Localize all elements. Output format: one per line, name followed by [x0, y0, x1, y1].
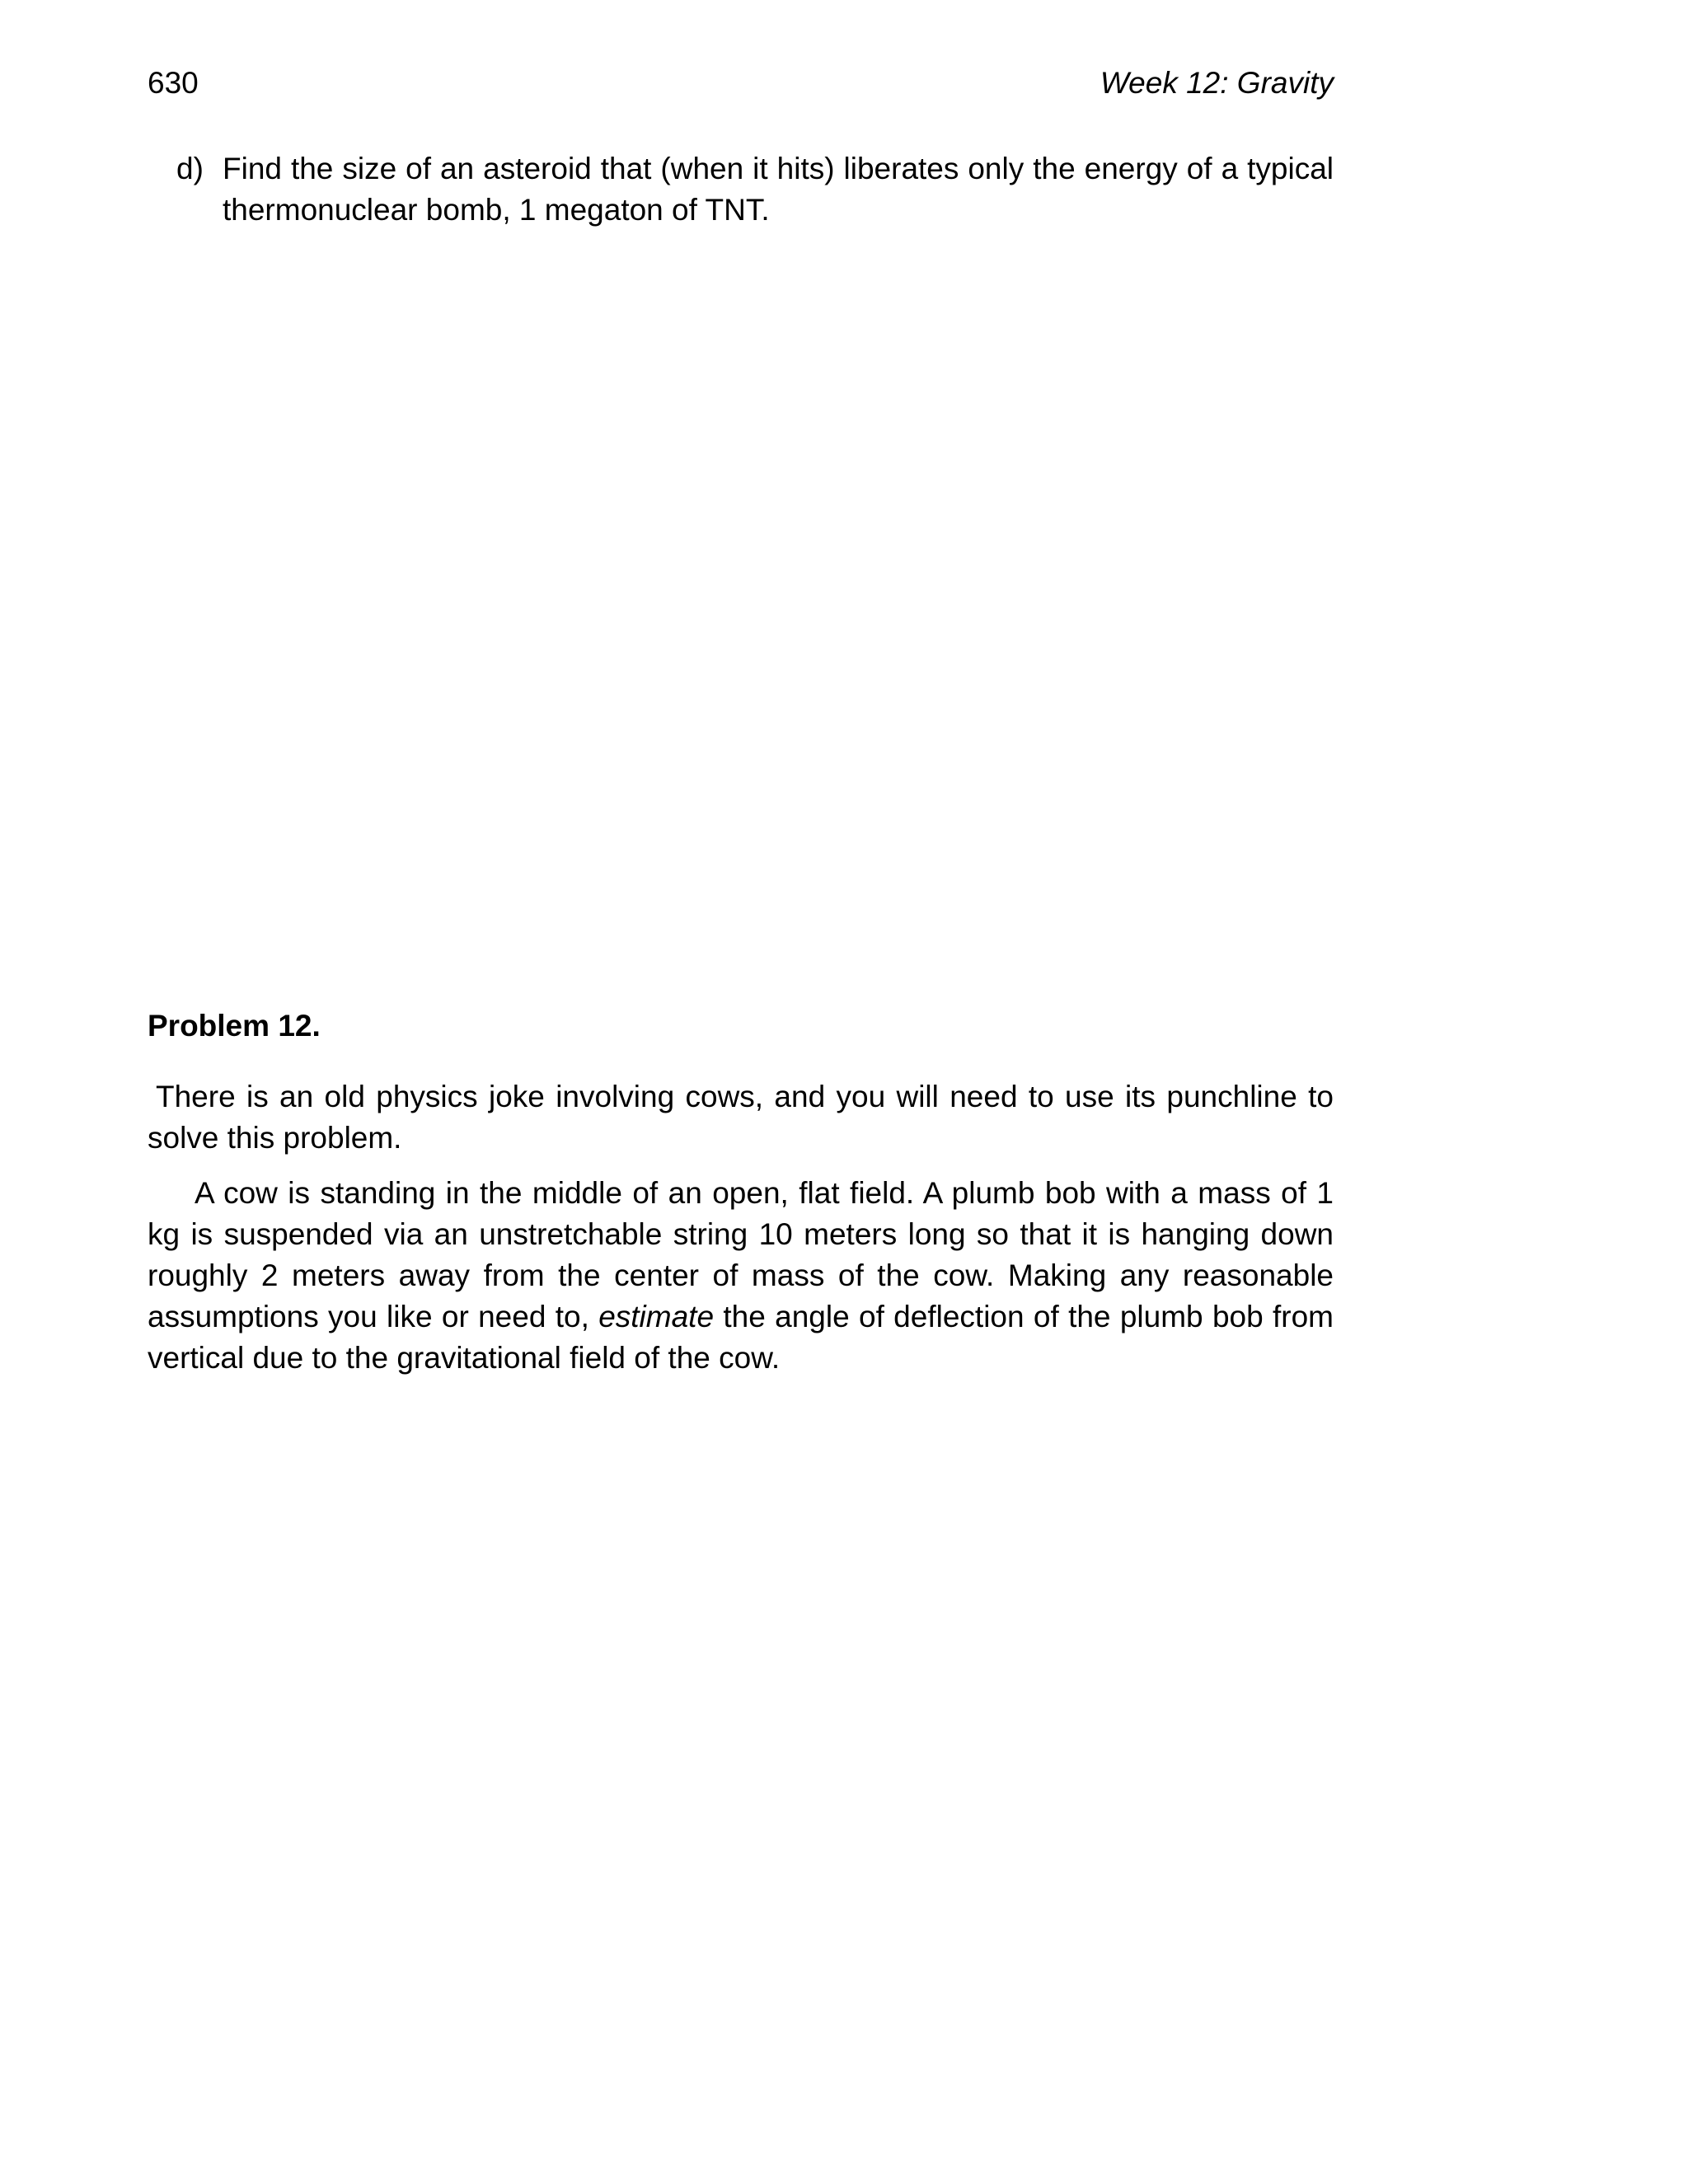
subpart-label: d): [176, 152, 204, 185]
paragraph-2-emphasis: estimate: [598, 1300, 715, 1333]
running-title: Week 12: Gravity: [1100, 66, 1334, 100]
paragraph-2-text-before: A cow is standing in the middle of an open, flat field. A plumb bob with a mass of 1 kg is suspended via an unstretchable string 10 meters long so that it is hanging down roughly 2 meters away from the center of mass of the cow. Making any reasonable assumptions you like or need to,: [148, 1176, 1334, 1333]
problem-paragraph-2: [148, 1173, 1334, 1379]
problem-paragraph-1: There is an old physics joke involving cows, and you will need to use its punchline to solve this problem.: [148, 1080, 1334, 1155]
subpart-text: Find the size of an asteroid that (when it hits) liberates only the energy of a typical thermonuclear bomb, 1 megaton of TNT.: [223, 152, 1334, 227]
problem-heading: Problem 12.: [148, 1009, 321, 1043]
paragraph-2-text-after: the angle of deflection of the plumb bob from vertical due to the gravitational field of the cow.: [148, 1300, 1334, 1375]
page-number: 630: [148, 66, 199, 100]
subpart-d: [176, 148, 1334, 231]
